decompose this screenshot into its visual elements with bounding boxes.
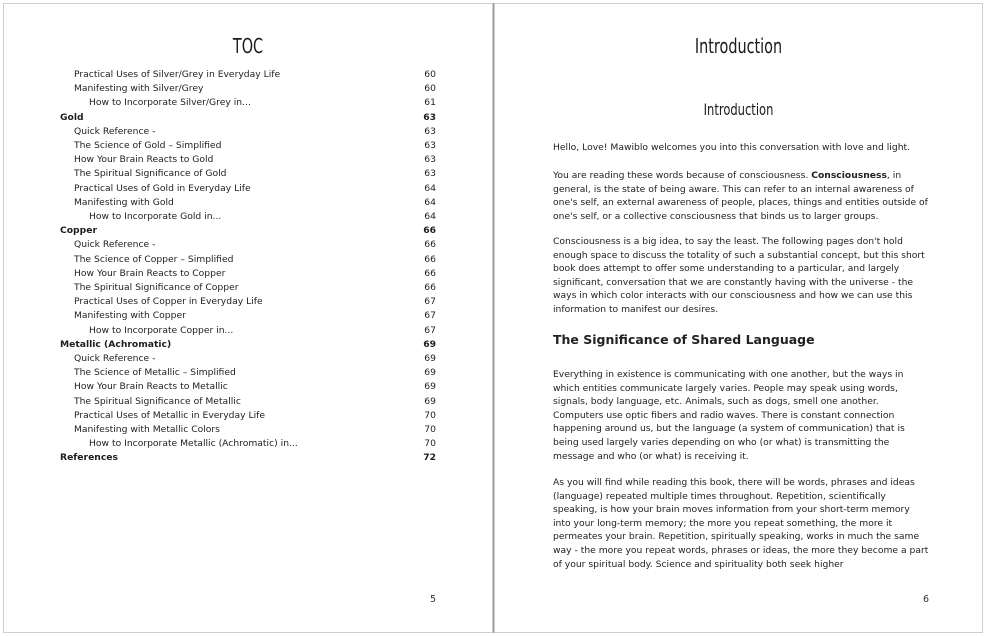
paragraph-repetition [553,476,929,571]
toc-entry[interactable] [4,182,494,196]
toc-entry-page: 64 [424,211,436,222]
toc-entry[interactable] [4,437,494,451]
toc-entry-title: The Science of Metallic – Simplified [74,367,236,379]
toc-entry[interactable] [4,167,494,181]
toc-entry-title: Practical Uses of Silver/Grey in Everyday Life [74,69,281,80]
toc-entry-title: Quick Reference - [74,239,156,251]
toc-entry-page: 67 [424,324,436,336]
toc-entry-title: How to Incorporate Gold in... [89,211,222,222]
toc-entry-title: Manifesting with Metallic Colors [74,424,220,435]
toc-entry-page: 67 [424,310,436,322]
toc-entry[interactable] [4,125,494,139]
toc-entry-title: The Spiritual Significance of Metallic [74,395,241,407]
toc-entry-page: 70 [424,409,436,421]
toc-entry-page: 64 [424,182,436,194]
toc-entry[interactable] [4,196,494,210]
toc-entry[interactable] [4,238,494,252]
toc-entry[interactable] [4,139,494,153]
bold-term: Consciousness [811,170,887,181]
toc-entry-title: How Your Brain Reacts to Gold [74,154,214,166]
toc-chapter-entry[interactable] [4,111,494,125]
toc-entry-page: 70 [424,424,436,435]
toc-entry-page: 69 [424,367,436,379]
paragraph-text: Consciousness is a big idea, to say the least. The following pages don't hold enough space to discuss the totality of such a substantial concept, but this short book does attempt to offer some understanding to a particular, and largely significant, conversation that we are constantly having with the universe - the ways in which color interacts with our consciousness and how we can use this information to manifest our desires. [553,236,925,315]
toc-entry-title: Quick Reference - [74,353,156,364]
toc-entry[interactable] [4,324,494,338]
toc-entry[interactable] [4,210,494,224]
page-number: 5 [430,594,437,605]
toc-entry-title: Manifesting with Gold [74,196,174,208]
toc-entry-page: 63 [424,154,436,166]
paragraph-lead: You are reading these words because of consciousness. [553,170,812,181]
toc-entry-page: 61 [424,97,436,109]
toc-entry[interactable] [4,352,494,366]
toc-entry[interactable] [4,267,494,281]
paragraph-text: As you will find while reading this book, there will be words, phrases and ideas (language) repeated multiple times throughout. Repetition, scientifically speaking, is how your brain moves information from your short-term memory into your long-term memory; the more you repeat something, the more it permeates your brain. Repetition, spiritually speaking, works in much the same way - the more you repeat words, phrases or ideas, the more they become a part of your spiritual body. Science and spirituality both seek higher [553,477,929,570]
toc-entry-title: Practical Uses of Gold in Everyday Life [74,182,251,194]
toc-entry[interactable] [4,96,494,110]
toc-entry[interactable] [4,309,494,323]
toc-entry[interactable] [4,395,494,409]
toc-entry-page: 69 [424,353,436,364]
toc-entry-page: 66 [423,225,436,237]
toc-entry-title: References [60,452,118,464]
toc-entry-page: 70 [424,438,436,450]
toc-entry-title: How to Incorporate Silver/Grey in... [89,97,251,109]
page-number: 6 [923,594,930,605]
toc-chapter-entry[interactable] [4,338,494,352]
toc-entry[interactable] [4,281,494,295]
toc-entry-page: 66 [424,267,436,279]
toc-entry-page: 66 [424,253,436,265]
toc-entry-page: 66 [424,239,436,251]
toc-entry-page: 60 [424,83,436,95]
toc-entry[interactable] [4,153,494,167]
toc-entry-page: 64 [424,196,436,208]
paragraph-text: Everything in existence is communicating with one another, but the ways in which entities communicate largely varies. People may speak using words, signals, body language, etc. Animals, such as dogs, smell one another. Computers use optic fibers and radio waves. There is constant connection happening around us, but the language (a system of communication) that is being used largely varies depending on who (or what) is transmitting the message and who (or what) is receiving it. [553,369,905,462]
toc-entry[interactable] [4,380,494,394]
toc-entry[interactable] [4,82,494,96]
toc-entry-title: Practical Uses of Metallic in Everyday Life [74,409,266,421]
chapter-title: Introduction [694,34,783,58]
toc-entry[interactable] [4,253,494,267]
introduction-page [494,3,983,633]
paragraph-rest: , in general, is the state of being aware. This can refer to an internal awareness of one's self, an external awareness of people, places, things and entities outside of one's self, or a collective consciousness that binds us to larger groups. [553,170,928,222]
toc-entry-title: Gold [60,111,84,123]
toc-entry-page: 67 [424,296,436,308]
toc-entry-title: How Your Brain Reacts to Copper [74,267,226,279]
toc-entry-title: How to Incorporate Metallic (Achromatic) in... [89,438,298,450]
section-heading: The Significance of Shared Language [553,332,815,347]
toc-entry-page: 69 [423,338,436,350]
toc-chapter-entry[interactable] [4,451,494,465]
toc-entry[interactable] [4,366,494,380]
toc-entry-page: 63 [424,168,436,180]
toc-entry[interactable] [4,409,494,423]
toc-entry-title: Metallic (Achromatic) [60,338,172,350]
toc-entry[interactable] [4,68,494,82]
toc-entry-title: How to Incorporate Copper in... [89,324,234,336]
toc-entry-title: How Your Brain Reacts to Metallic [74,381,228,393]
paragraph-text [553,169,929,223]
toc-entry-title: Copper [60,225,97,237]
toc-entry-title: Practical Uses of Copper in Everyday Life [74,296,263,308]
toc-entry[interactable] [4,423,494,437]
paragraph-text: Hello, Love! Mawiblo welcomes you into this conversation with love and light. [553,142,911,153]
toc-page [3,3,493,633]
toc-entry-page: 69 [424,395,436,407]
toc-entry-page: 63 [423,111,436,123]
toc-entry[interactable] [4,295,494,309]
toc-entry-page: 60 [424,69,436,80]
toc-entry-title: The Spiritual Significance of Copper [74,282,239,293]
toc-entry-title: Manifesting with Copper [74,310,186,322]
toc-entry-title: The Science of Copper – Simplified [74,253,234,265]
toc-entry-page: 66 [424,282,436,293]
toc-entry-title: Manifesting with Silver/Grey [74,83,204,95]
paragraph-communication [553,368,929,463]
paragraph-consciousness [553,169,929,223]
chapter-subtitle: Introduction [703,100,774,119]
toc-entry-page: 63 [424,140,436,151]
paragraph-big-idea [553,235,929,317]
toc-title: TOC [232,34,264,58]
toc-entry-title: The Spiritual Significance of Gold [74,168,227,180]
paragraph-greeting [553,141,929,155]
toc-entry-page: 72 [423,452,436,464]
toc-chapter-entry[interactable] [4,224,494,238]
toc-entry-title: Quick Reference - [74,125,156,137]
toc-entry-title: The Science of Gold – Simplified [74,140,222,151]
toc-entry-page: 63 [424,125,436,137]
toc-entry-page: 69 [424,381,436,393]
